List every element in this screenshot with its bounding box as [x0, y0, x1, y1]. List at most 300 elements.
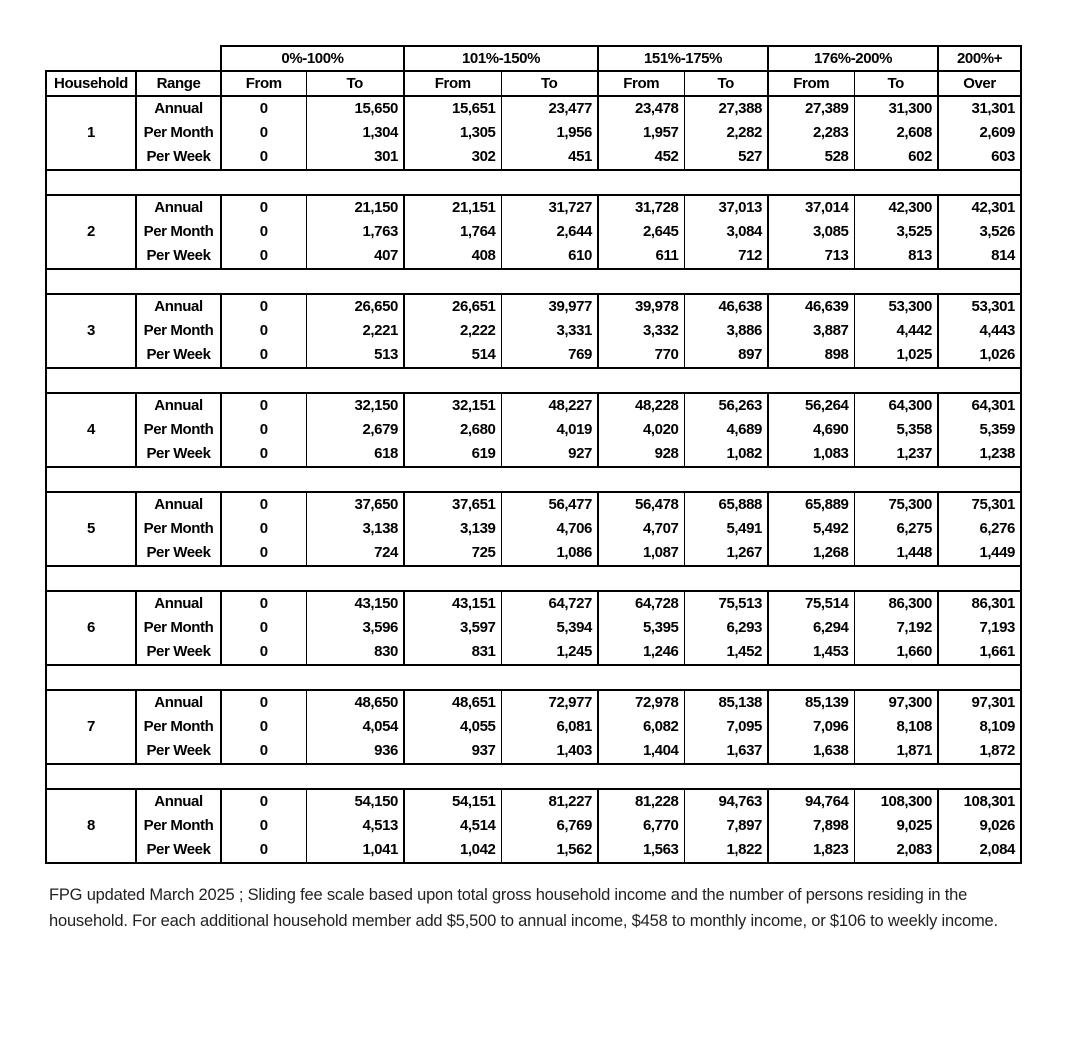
- band-header-row: [46, 46, 1021, 71]
- income-cell: 770: [598, 343, 684, 368]
- income-cell: 15,651: [404, 96, 501, 121]
- table-row: [46, 319, 1021, 343]
- income-cell: 85,138: [684, 690, 768, 715]
- income-cell: 4,689: [684, 418, 768, 442]
- income-cell: 928: [598, 442, 684, 467]
- table-row: [46, 591, 1021, 616]
- income-cell: 5,491: [684, 517, 768, 541]
- income-cell: 43,151: [404, 591, 501, 616]
- income-cell: 610: [501, 244, 598, 269]
- range-label: Per Month: [143, 817, 214, 834]
- income-cell: 31,300: [854, 96, 938, 121]
- income-cell: 1,956: [501, 121, 598, 145]
- income-cell: 5,394: [501, 616, 598, 640]
- table-row: [46, 690, 1021, 715]
- income-cell: 2,283: [768, 121, 854, 145]
- income-cell: 37,651: [404, 492, 501, 517]
- income-cell: 7,897: [684, 814, 768, 838]
- range-label: Annual: [136, 393, 221, 418]
- income-cell: 1,404: [598, 739, 684, 764]
- range-label: Annual: [136, 690, 221, 715]
- income-cell: 54,151: [404, 789, 501, 814]
- income-cell: 46,639: [768, 294, 854, 319]
- income-cell: 48,228: [598, 393, 684, 418]
- income-cell: 4,020: [598, 418, 684, 442]
- income-cell: 619: [404, 442, 501, 467]
- range-label: Per Week: [136, 343, 221, 368]
- income-cell: 27,388: [684, 96, 768, 121]
- table-row: [46, 244, 1021, 269]
- income-cell: 452: [598, 145, 684, 170]
- income-cell: 527: [684, 145, 768, 170]
- income-cell: 23,477: [501, 96, 598, 121]
- table-row: [46, 121, 1021, 145]
- income-cell: 7,193: [938, 616, 1021, 640]
- income-cell: 86,301: [938, 591, 1021, 616]
- income-cell: 4,019: [501, 418, 598, 442]
- income-cell: 37,650: [306, 492, 404, 517]
- income-cell: 37,013: [684, 195, 768, 220]
- income-cell: 81,227: [501, 789, 598, 814]
- income-cell: 7,095: [684, 715, 768, 739]
- spacer-row: [46, 566, 1021, 591]
- household-size: 1: [46, 96, 136, 170]
- table-row: [46, 789, 1021, 814]
- range-label: Per Month: [143, 223, 214, 240]
- income-cell: 302: [404, 145, 501, 170]
- income-cell: 1,661: [938, 640, 1021, 665]
- income-cell: 4,690: [768, 418, 854, 442]
- range-label: Annual: [136, 96, 221, 121]
- income-cell: 1,246: [598, 640, 684, 665]
- income-cell: 1,026: [938, 343, 1021, 368]
- range-label: Per Week: [136, 442, 221, 467]
- income-cell: 1,562: [501, 838, 598, 863]
- income-cell: 0: [221, 814, 306, 838]
- income-cell: 6,294: [768, 616, 854, 640]
- income-cell: 0: [221, 541, 306, 566]
- income-cell: 5,359: [938, 418, 1021, 442]
- income-cell: 6,769: [501, 814, 598, 838]
- income-cell: 94,763: [684, 789, 768, 814]
- sub-header: To: [306, 71, 404, 96]
- income-cell: 56,264: [768, 393, 854, 418]
- income-cell: 97,301: [938, 690, 1021, 715]
- income-cell: 1,448: [854, 541, 938, 566]
- income-cell: 1,025: [854, 343, 938, 368]
- income-cell: 1,083: [768, 442, 854, 467]
- table-row: [46, 343, 1021, 368]
- income-cell: 2,680: [404, 418, 501, 442]
- income-cell: 85,139: [768, 690, 854, 715]
- table-row: [46, 541, 1021, 566]
- income-cell: 108,300: [854, 789, 938, 814]
- income-cell: 4,514: [404, 814, 501, 838]
- income-cell: 1,957: [598, 121, 684, 145]
- income-cell: 32,150: [306, 393, 404, 418]
- income-cell: 39,978: [598, 294, 684, 319]
- household-size: 6: [46, 591, 136, 665]
- income-cell: 6,082: [598, 715, 684, 739]
- income-cell: 4,054: [306, 715, 404, 739]
- income-cell: 0: [221, 838, 306, 863]
- income-cell: 7,096: [768, 715, 854, 739]
- income-cell: 927: [501, 442, 598, 467]
- income-cell: 725: [404, 541, 501, 566]
- range-label: Per Month: [143, 520, 214, 537]
- income-cell: 1,042: [404, 838, 501, 863]
- income-cell: 7,192: [854, 616, 938, 640]
- income-cell: 0: [221, 640, 306, 665]
- income-cell: 0: [221, 195, 306, 220]
- income-cell: 108,301: [938, 789, 1021, 814]
- income-cell: 9,025: [854, 814, 938, 838]
- income-cell: 32,151: [404, 393, 501, 418]
- income-cell: 0: [221, 418, 306, 442]
- spacer-cell: [46, 566, 1021, 591]
- income-cell: 26,650: [306, 294, 404, 319]
- income-cell: 937: [404, 739, 501, 764]
- column-header-row: [46, 71, 1021, 96]
- spacer-cell: [46, 368, 1021, 393]
- spacer-cell: [46, 269, 1021, 294]
- income-cell: 65,888: [684, 492, 768, 517]
- income-cell: 86,300: [854, 591, 938, 616]
- income-cell: 3,085: [768, 220, 854, 244]
- income-cell: 42,300: [854, 195, 938, 220]
- income-cell: 1,823: [768, 838, 854, 863]
- income-cell: 724: [306, 541, 404, 566]
- income-cell: 81,228: [598, 789, 684, 814]
- income-cell: 0: [221, 145, 306, 170]
- income-cell: 769: [501, 343, 598, 368]
- income-cell: 1,763: [306, 220, 404, 244]
- income-cell: 618: [306, 442, 404, 467]
- income-cell: 65,889: [768, 492, 854, 517]
- income-cell: 8,109: [938, 715, 1021, 739]
- range-label: Per Week: [136, 640, 221, 665]
- income-cell: 75,513: [684, 591, 768, 616]
- income-cell: 2,221: [306, 319, 404, 343]
- income-cell: 0: [221, 393, 306, 418]
- income-cell: 1,041: [306, 838, 404, 863]
- income-cell: 0: [221, 715, 306, 739]
- income-cell: 31,728: [598, 195, 684, 220]
- table-row: [46, 640, 1021, 665]
- income-cell: 53,301: [938, 294, 1021, 319]
- income-cell: 2,083: [854, 838, 938, 863]
- income-cell: 0: [221, 616, 306, 640]
- income-cell: 2,609: [938, 121, 1021, 145]
- income-cell: 2,679: [306, 418, 404, 442]
- income-cell: 72,978: [598, 690, 684, 715]
- income-cell: 898: [768, 343, 854, 368]
- income-cell: 5,492: [768, 517, 854, 541]
- income-cell: 21,151: [404, 195, 501, 220]
- income-cell: 897: [684, 343, 768, 368]
- income-cell: 0: [221, 789, 306, 814]
- spacer-row: [46, 665, 1021, 690]
- income-cell: 408: [404, 244, 501, 269]
- range-label: Per Month: [143, 619, 214, 636]
- income-cell: 1,267: [684, 541, 768, 566]
- table-row: [46, 715, 1021, 739]
- sub-header: To: [854, 71, 938, 96]
- income-cell: 94,764: [768, 789, 854, 814]
- income-cell: 1,637: [684, 739, 768, 764]
- sub-header: From: [404, 71, 501, 96]
- income-cell: 31,301: [938, 96, 1021, 121]
- income-cell: 6,293: [684, 616, 768, 640]
- income-cell: 1,871: [854, 739, 938, 764]
- income-cell: 1,082: [684, 442, 768, 467]
- income-cell: 6,770: [598, 814, 684, 838]
- income-cell: 2,222: [404, 319, 501, 343]
- income-cell: 1,087: [598, 541, 684, 566]
- income-cell: 75,301: [938, 492, 1021, 517]
- income-cell: 6,276: [938, 517, 1021, 541]
- income-cell: 4,443: [938, 319, 1021, 343]
- income-cell: 3,525: [854, 220, 938, 244]
- sub-header: To: [501, 71, 598, 96]
- income-cell: 936: [306, 739, 404, 764]
- income-cell: 8,108: [854, 715, 938, 739]
- income-cell: 611: [598, 244, 684, 269]
- table-row: [46, 294, 1021, 319]
- income-cell: 15,650: [306, 96, 404, 121]
- income-cell: 1,563: [598, 838, 684, 863]
- income-cell: 3,332: [598, 319, 684, 343]
- income-cell: 26,651: [404, 294, 501, 319]
- income-cell: 0: [221, 319, 306, 343]
- income-cell: 7,898: [768, 814, 854, 838]
- spacer-cell: [46, 764, 1021, 789]
- income-cell: 3,886: [684, 319, 768, 343]
- income-cell: 1,305: [404, 121, 501, 145]
- range-label: Per Week: [136, 145, 221, 170]
- table-row: [46, 96, 1021, 121]
- table-row: [46, 418, 1021, 442]
- sub-header: Over: [938, 71, 1021, 96]
- income-cell: 0: [221, 442, 306, 467]
- table-row: [46, 145, 1021, 170]
- income-cell: 3,597: [404, 616, 501, 640]
- income-cell: 2,644: [501, 220, 598, 244]
- income-cell: 4,055: [404, 715, 501, 739]
- income-cell: 1,660: [854, 640, 938, 665]
- income-cell: 43,150: [306, 591, 404, 616]
- spacer-cell: [46, 665, 1021, 690]
- income-cell: 0: [221, 294, 306, 319]
- income-cell: 2,645: [598, 220, 684, 244]
- table-row: [46, 517, 1021, 541]
- range-label: Per Month: [143, 322, 214, 339]
- table-row: [46, 220, 1021, 244]
- income-cell: 4,706: [501, 517, 598, 541]
- income-cell: 0: [221, 343, 306, 368]
- income-cell: 4,707: [598, 517, 684, 541]
- income-cell: 75,300: [854, 492, 938, 517]
- income-cell: 1,403: [501, 739, 598, 764]
- income-cell: 39,977: [501, 294, 598, 319]
- income-cell: 97,300: [854, 690, 938, 715]
- income-cell: 37,014: [768, 195, 854, 220]
- income-cell: 1,449: [938, 541, 1021, 566]
- income-cell: 46,638: [684, 294, 768, 319]
- income-cell: 3,139: [404, 517, 501, 541]
- sub-header: From: [221, 71, 306, 96]
- income-cell: 1,453: [768, 640, 854, 665]
- income-cell: 0: [221, 517, 306, 541]
- table-row: [46, 616, 1021, 640]
- income-cell: 56,477: [501, 492, 598, 517]
- income-cell: 1,086: [501, 541, 598, 566]
- table-row: [46, 814, 1021, 838]
- table-row: [46, 838, 1021, 863]
- income-cell: 1,872: [938, 739, 1021, 764]
- income-cell: 1,638: [768, 739, 854, 764]
- income-cell: 513: [306, 343, 404, 368]
- income-cell: 0: [221, 96, 306, 121]
- spacer-cell: [46, 170, 1021, 195]
- sub-header: From: [598, 71, 684, 96]
- income-cell: 2,084: [938, 838, 1021, 863]
- income-cell: 1,268: [768, 541, 854, 566]
- income-cell: 64,727: [501, 591, 598, 616]
- income-cell: 301: [306, 145, 404, 170]
- income-cell: 48,651: [404, 690, 501, 715]
- income-cell: 75,514: [768, 591, 854, 616]
- income-cell: 831: [404, 640, 501, 665]
- income-cell: 9,026: [938, 814, 1021, 838]
- household-size: 5: [46, 492, 136, 566]
- income-cell: 713: [768, 244, 854, 269]
- income-cell: 56,478: [598, 492, 684, 517]
- income-cell: 3,138: [306, 517, 404, 541]
- household-size: 2: [46, 195, 136, 269]
- income-cell: 712: [684, 244, 768, 269]
- spacer-row: [46, 467, 1021, 492]
- spacer-row: [46, 368, 1021, 393]
- household-size: 8: [46, 789, 136, 863]
- income-cell: 3,887: [768, 319, 854, 343]
- income-cell: 42,301: [938, 195, 1021, 220]
- band-header: 101%-150%: [404, 46, 598, 71]
- income-cell: 1,452: [684, 640, 768, 665]
- income-cell: 0: [221, 739, 306, 764]
- household-size: 4: [46, 393, 136, 467]
- income-cell: 48,227: [501, 393, 598, 418]
- income-cell: 814: [938, 244, 1021, 269]
- spacer-row: [46, 170, 1021, 195]
- range-label: Per Week: [136, 244, 221, 269]
- sliding-fee-table: [45, 45, 1022, 864]
- range-label: Per Month: [143, 421, 214, 438]
- income-cell: 53,300: [854, 294, 938, 319]
- range-header: Range: [136, 71, 221, 96]
- income-cell: 1,237: [854, 442, 938, 467]
- range-label: Annual: [136, 492, 221, 517]
- income-cell: 6,275: [854, 517, 938, 541]
- table-row: [46, 195, 1021, 220]
- band-header: 151%-175%: [598, 46, 768, 71]
- band-header: 176%-200%: [768, 46, 938, 71]
- income-cell: 1,238: [938, 442, 1021, 467]
- income-cell: 21,150: [306, 195, 404, 220]
- range-label: Per Month: [143, 718, 214, 735]
- income-cell: 5,358: [854, 418, 938, 442]
- household-size: 3: [46, 294, 136, 368]
- income-cell: 3,526: [938, 220, 1021, 244]
- spacer-cell: [46, 467, 1021, 492]
- sub-header: To: [684, 71, 768, 96]
- income-cell: 64,301: [938, 393, 1021, 418]
- income-cell: 23,478: [598, 96, 684, 121]
- income-cell: 72,977: [501, 690, 598, 715]
- band-header: 200%+: [938, 46, 1021, 71]
- range-label: Per Week: [136, 541, 221, 566]
- income-cell: 603: [938, 145, 1021, 170]
- income-cell: 3,084: [684, 220, 768, 244]
- spacer-row: [46, 764, 1021, 789]
- income-cell: 64,300: [854, 393, 938, 418]
- range-label: Annual: [136, 294, 221, 319]
- income-cell: 3,596: [306, 616, 404, 640]
- footnote: FPG updated March 2025 ; Sliding fee scale based upon total gross household income and the number of persons residing in the household. For each additional household member add $5,500 to annual income, $458 to monthly income, or $106 to weekly income.: [49, 886, 998, 930]
- income-cell: 56,263: [684, 393, 768, 418]
- range-label: Annual: [136, 789, 221, 814]
- income-cell: 4,513: [306, 814, 404, 838]
- range-label: Annual: [136, 591, 221, 616]
- household-header: Household: [46, 71, 136, 96]
- income-cell: 602: [854, 145, 938, 170]
- income-cell: 1,822: [684, 838, 768, 863]
- income-cell: 3,331: [501, 319, 598, 343]
- range-label: Annual: [136, 195, 221, 220]
- income-cell: 0: [221, 492, 306, 517]
- income-cell: 48,650: [306, 690, 404, 715]
- income-cell: 0: [221, 690, 306, 715]
- table-row: [46, 739, 1021, 764]
- income-cell: 0: [221, 220, 306, 244]
- income-cell: 6,081: [501, 715, 598, 739]
- income-cell: 1,304: [306, 121, 404, 145]
- income-cell: 0: [221, 121, 306, 145]
- income-cell: 31,727: [501, 195, 598, 220]
- income-cell: 64,728: [598, 591, 684, 616]
- table-row: [46, 492, 1021, 517]
- income-cell: 5,395: [598, 616, 684, 640]
- income-cell: 2,282: [684, 121, 768, 145]
- income-cell: 1,245: [501, 640, 598, 665]
- income-cell: 4,442: [854, 319, 938, 343]
- income-cell: 451: [501, 145, 598, 170]
- income-cell: 0: [221, 244, 306, 269]
- income-cell: 2,608: [854, 121, 938, 145]
- table-row: [46, 393, 1021, 418]
- income-cell: 0: [221, 591, 306, 616]
- band-header: 0%-100%: [221, 46, 404, 71]
- income-cell: 27,389: [768, 96, 854, 121]
- table-row: [46, 442, 1021, 467]
- income-cell: 528: [768, 145, 854, 170]
- sub-header: From: [768, 71, 854, 96]
- income-cell: 1,764: [404, 220, 501, 244]
- household-size: 7: [46, 690, 136, 764]
- income-cell: 514: [404, 343, 501, 368]
- income-cell: 407: [306, 244, 404, 269]
- range-label: Per Week: [136, 838, 221, 863]
